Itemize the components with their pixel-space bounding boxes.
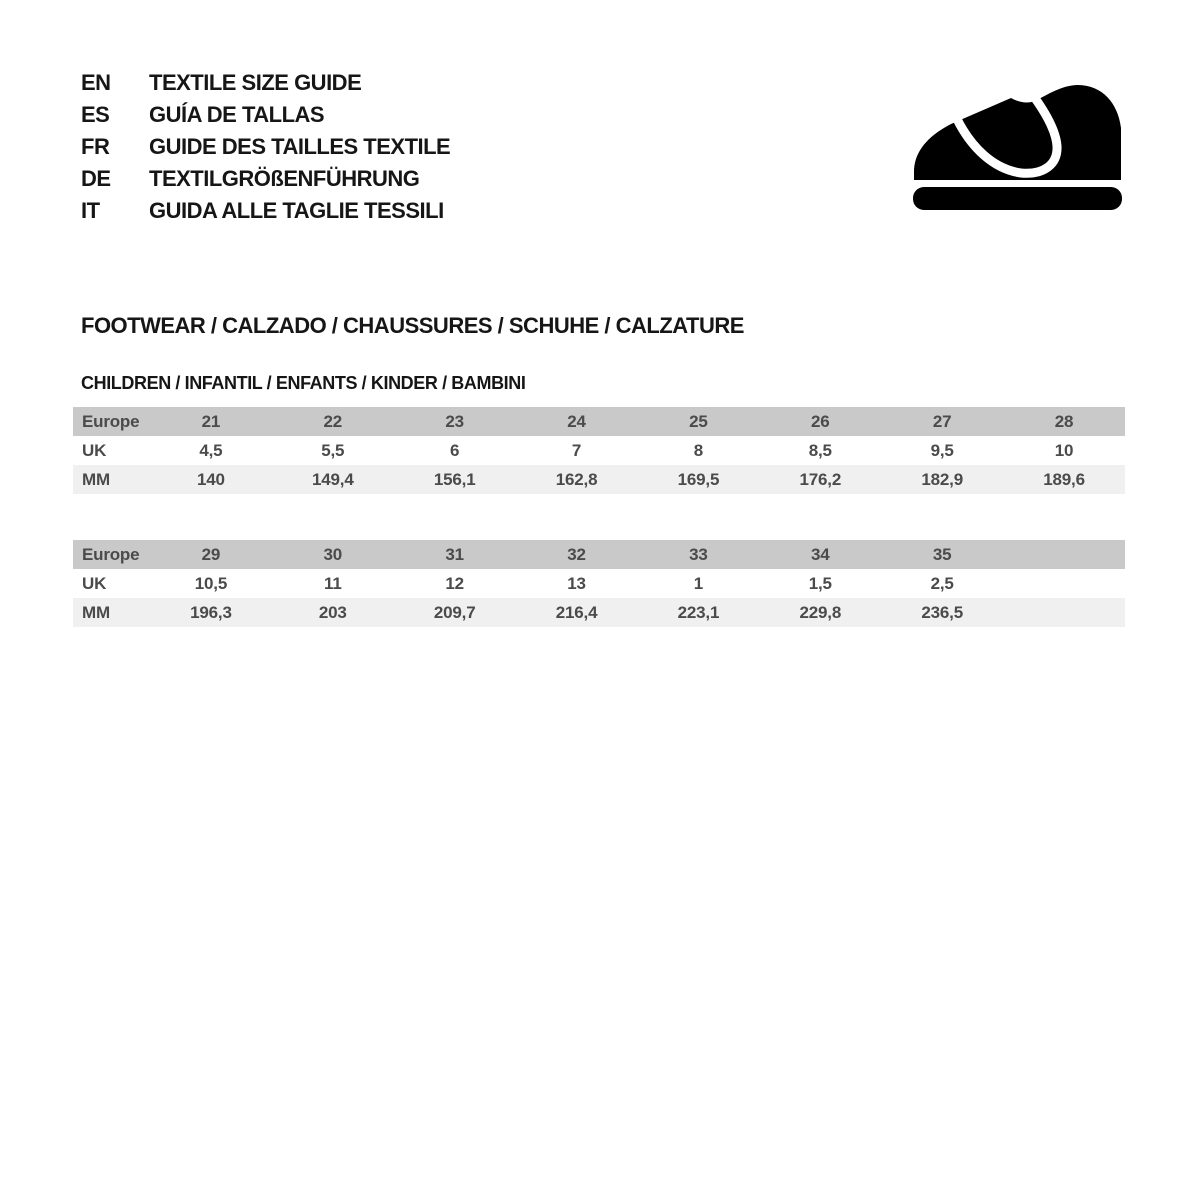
size-cell: 162,8	[516, 465, 638, 494]
language-code: ES	[81, 102, 110, 127]
size-cell: 11	[272, 569, 394, 598]
size-cell	[1003, 540, 1125, 569]
size-cell: 8,5	[759, 436, 881, 465]
language-row-en	[81, 67, 450, 99]
size-cell: 21	[150, 407, 272, 436]
size-cell	[1003, 598, 1125, 627]
size-cell: 4,5	[150, 436, 272, 465]
size-cell: 1,5	[759, 569, 881, 598]
size-cell: 35	[881, 540, 1003, 569]
size-cell: 196,3	[150, 598, 272, 627]
language-code: IT	[81, 198, 100, 223]
language-code: EN	[81, 70, 111, 95]
size-cell: 25	[638, 407, 760, 436]
size-cell: 33	[638, 540, 760, 569]
size-cell: 24	[516, 407, 638, 436]
size-cell: 203	[272, 598, 394, 627]
size-cell: 12	[394, 569, 516, 598]
size-cell: 5,5	[272, 436, 394, 465]
row-label: UK	[73, 436, 150, 465]
row-label: Europe	[73, 407, 150, 436]
language-label: GUIDA ALLE TAGLIE TESSILI	[149, 198, 444, 223]
size-table-1	[73, 407, 1125, 494]
size-cell: 10	[1003, 436, 1125, 465]
table-row-uk	[73, 569, 1125, 598]
size-cell: 169,5	[638, 465, 760, 494]
row-label: Europe	[73, 540, 150, 569]
size-cell: 13	[516, 569, 638, 598]
size-cell: 189,6	[1003, 465, 1125, 494]
language-label: TEXTILE SIZE GUIDE	[149, 70, 362, 95]
size-cell: 22	[272, 407, 394, 436]
size-cell: 182,9	[881, 465, 1003, 494]
table-row-mm	[73, 465, 1125, 494]
size-cell: 223,1	[638, 598, 760, 627]
size-cell: 156,1	[394, 465, 516, 494]
size-cell: 34	[759, 540, 881, 569]
shoe-upper-shape	[914, 85, 1121, 180]
size-cell: 29	[150, 540, 272, 569]
table-row-europe	[73, 407, 1125, 436]
language-code: DE	[81, 166, 111, 191]
size-cell	[1003, 569, 1125, 598]
size-cell: 140	[150, 465, 272, 494]
language-row-fr	[81, 131, 450, 163]
size-tables	[73, 407, 1125, 627]
size-cell: 27	[881, 407, 1003, 436]
row-label: UK	[73, 569, 150, 598]
size-cell: 9,5	[881, 436, 1003, 465]
language-label: GUÍA DE TALLAS	[149, 102, 325, 127]
row-label: MM	[73, 465, 150, 494]
size-cell: 236,5	[881, 598, 1003, 627]
language-row-it	[81, 195, 450, 227]
language-list	[81, 67, 450, 227]
table-row-mm	[73, 598, 1125, 627]
size-cell: 26	[759, 407, 881, 436]
language-label: GUIDE DES TAILLES TEXTILE	[149, 134, 451, 159]
size-cell: 10,5	[150, 569, 272, 598]
size-cell: 176,2	[759, 465, 881, 494]
size-cell: 149,4	[272, 465, 394, 494]
size-cell: 6	[394, 436, 516, 465]
size-cell: 23	[394, 407, 516, 436]
size-cell: 28	[1003, 407, 1125, 436]
size-cell: 32	[516, 540, 638, 569]
table-row-uk	[73, 436, 1125, 465]
size-cell: 229,8	[759, 598, 881, 627]
size-cell: 1	[638, 569, 760, 598]
size-table-2	[73, 540, 1125, 627]
size-cell: 30	[272, 540, 394, 569]
size-cell: 209,7	[394, 598, 516, 627]
table-row-europe	[73, 540, 1125, 569]
size-cell: 31	[394, 540, 516, 569]
shoe-sole-shape	[913, 187, 1122, 210]
size-cell: 216,4	[516, 598, 638, 627]
section-subtitle: CHILDREN / INFANTIL / ENFANTS / KINDER / BAMBINI	[81, 373, 526, 393]
language-row-es	[81, 99, 450, 131]
size-cell: 8	[638, 436, 760, 465]
children-shoe-icon	[911, 73, 1127, 213]
size-cell: 2,5	[881, 569, 1003, 598]
row-label: MM	[73, 598, 150, 627]
language-row-de	[81, 163, 450, 195]
size-cell: 7	[516, 436, 638, 465]
language-label: TEXTILGRÖßENFÜHRUNG	[149, 166, 420, 191]
language-code: FR	[81, 134, 110, 159]
section-title: FOOTWEAR / CALZADO / CHAUSSURES / SCHUHE / CALZATURE	[81, 313, 744, 338]
